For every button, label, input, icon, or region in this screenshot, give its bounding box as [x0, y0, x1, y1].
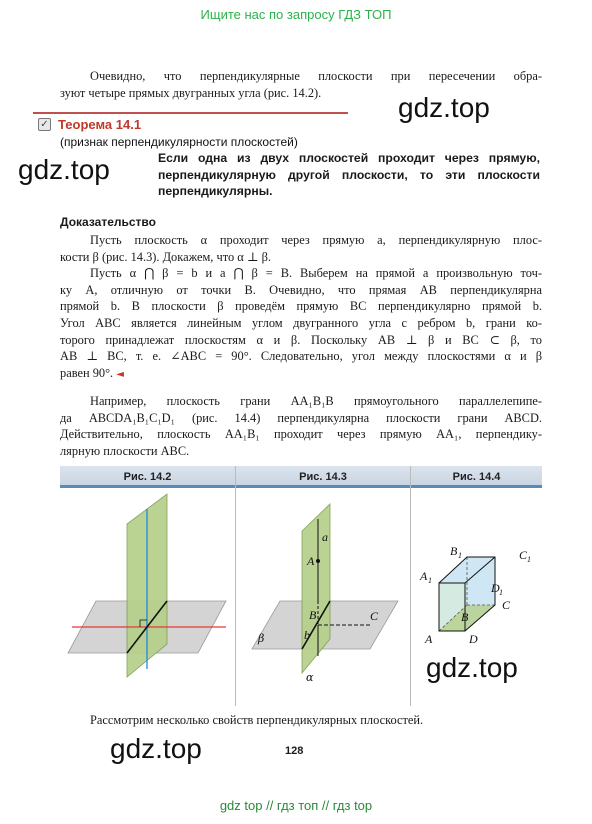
fig-14-2-title: Рис. 14.2: [60, 466, 235, 488]
fig-14-3-drawing: [236, 491, 410, 706]
closing-line: Рассмотрим несколько свойств перпендикулярных плоскостей.: [90, 713, 424, 727]
bottom-banner[interactable]: gdz top // гдз топ // гдз top: [219, 798, 373, 813]
closing-paragraph: [60, 712, 542, 729]
watermark: gdz.top: [398, 92, 490, 123]
label-A1-sub: 1: [428, 576, 432, 585]
theorem-line: перпендикулярны.: [158, 184, 273, 198]
proof-line: равен 90°.: [60, 365, 114, 380]
proof-line: Угол ABC является линейным углом двугранного угла с ребром b, грани ко-: [60, 315, 542, 330]
label-C1-sub: 1: [527, 555, 531, 564]
watermark: gdz.top: [426, 652, 518, 683]
theorem-check-icon: ✓: [38, 118, 51, 131]
label-D: D: [469, 632, 478, 646]
label-a: a: [322, 530, 328, 544]
example-line: Например, плоскость грани AA₁B₁B прямоугольного параллелепипе-: [90, 394, 542, 408]
theorem-subtitle: (признак перпендикулярности плоскостей): [60, 135, 298, 149]
theorem-title: Теорема 14.1: [58, 117, 142, 132]
label-b: b: [304, 628, 310, 642]
proof-line-last: [60, 365, 542, 384]
theorem-body: [158, 150, 540, 200]
fig-14-2-drawing: [60, 491, 235, 706]
label-D1-sub: 1: [499, 588, 503, 597]
label-B1: B: [450, 544, 458, 558]
watermark: gdz.top: [18, 154, 110, 185]
intro-line: зуют четыре прямых двугранных угла (рис. 14.2).: [60, 85, 322, 100]
proof-line: прямой b. В плоскости β проведём прямую BC перпендикулярно прямой b.: [60, 299, 542, 314]
label-C: C: [502, 598, 511, 612]
label-C: C: [370, 609, 379, 623]
proof-line: кости β (рис. 14.3). Докажем, что α ⊥ β.: [60, 249, 272, 264]
label-B: B: [309, 608, 317, 622]
proof-line: AB ⊥ BC, т. е. ∠ABC = 90°. Следовательно, угол между плоскостями α и β: [60, 349, 542, 364]
proof-paragraph: [60, 232, 542, 383]
example-line: да ABCDA₁B₁C₁D₁ (рис. 14.4) перпендикулярна плоскости грани ABCD.: [60, 410, 542, 425]
label-A1: A: [420, 569, 428, 583]
label-B: B: [461, 610, 469, 624]
label-beta: β: [258, 632, 265, 645]
page-number: 128: [285, 745, 304, 757]
example-line: Действительно, плоскость AA₁B₁ проходит через прямую AA₁, перпендику-: [60, 427, 542, 442]
proof-line: Пусть плоскость α проходит через прямую a, перпендикулярную плос-: [90, 233, 542, 247]
label-B1-sub: 1: [458, 551, 462, 560]
fig-14-4-title: Рис. 14.4: [411, 466, 542, 488]
proof-heading: Доказательство: [60, 215, 156, 229]
proof-line: торого принадлежат плоскостям α и β. Поскольку AB ⊥ β и BC ⊂ β, то: [60, 332, 542, 347]
example-line: лярную плоскости ABC.: [60, 443, 190, 458]
intro-line: Очевидно, что перпендикулярные плоскости при пересечении обра-: [90, 69, 542, 83]
fig-14-3-title: Рис. 14.3: [236, 466, 410, 488]
label-alpha: α: [306, 671, 314, 684]
label-A: A: [307, 554, 315, 568]
proof-line: ку A, отличную от точки B. Очевидно, что прямая AB перпендикулярна: [60, 282, 542, 297]
theorem-line: Если одна из двух плоскостей проходит через прямую,: [158, 151, 540, 165]
point-a: [316, 559, 320, 563]
theorem-line: перпендикулярную другой плоскости, то эти плоскости: [158, 167, 540, 182]
top-banner[interactable]: Ищите нас по запросу ГДЗ ТОП: [200, 7, 392, 22]
label-C1: C: [519, 548, 528, 562]
label-A: A: [425, 632, 433, 646]
proof-end-icon: ◄: [116, 368, 124, 380]
example-paragraph: [60, 393, 542, 459]
proof-line: Пусть α ⋂ β = b и a ⋂ β = B. Выберем на прямой a произвольную точ-: [90, 266, 542, 281]
label-D1: D: [491, 581, 500, 595]
watermark: gdz.top: [110, 733, 202, 764]
